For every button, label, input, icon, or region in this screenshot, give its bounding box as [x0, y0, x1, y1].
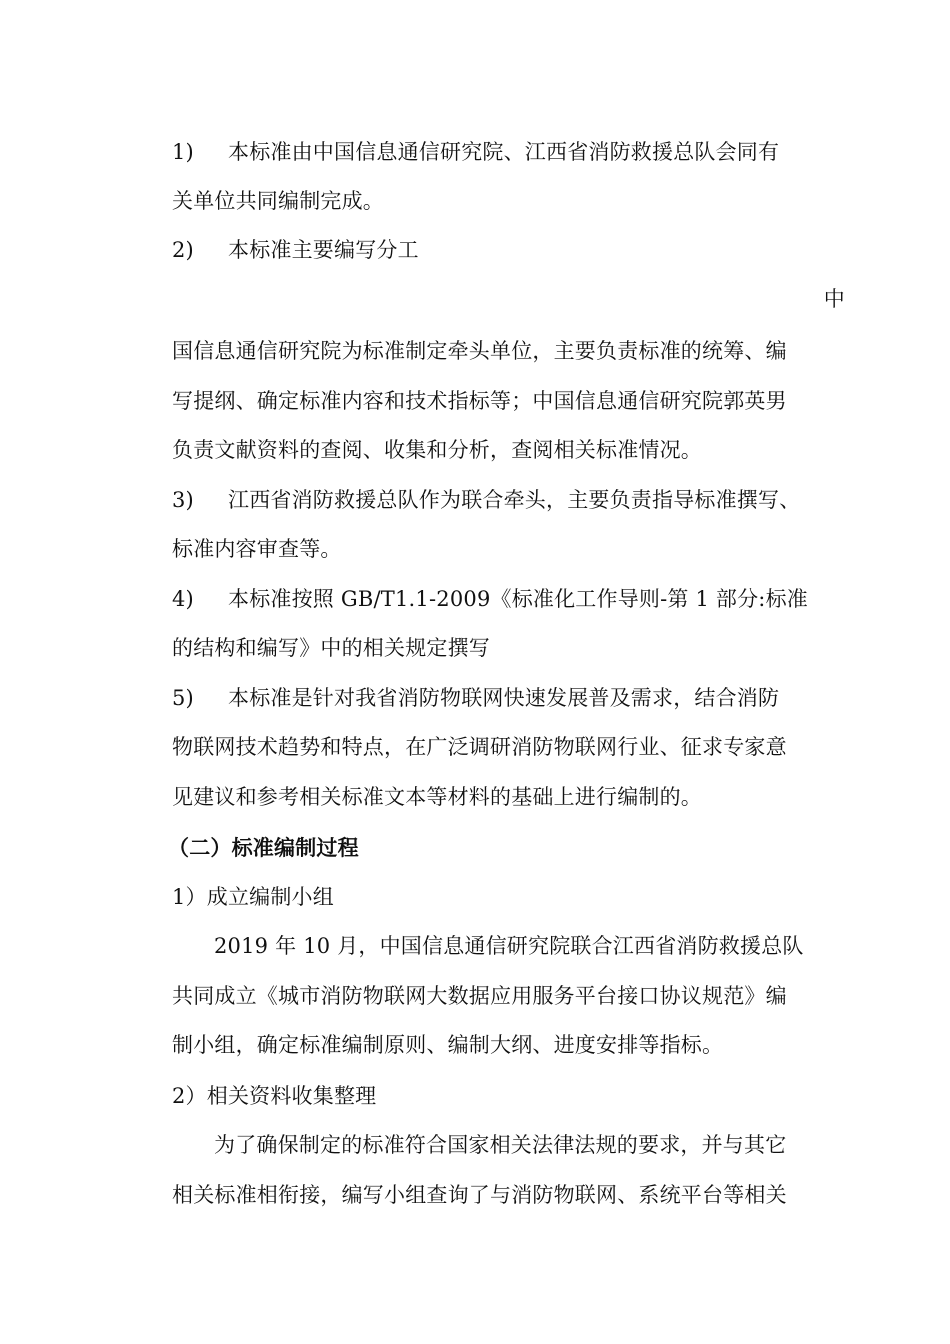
item-1-line-1: 1) 本标准由中国信息通信研究院、江西省消防救援总队会同有	[172, 140, 780, 164]
item-2-orphan-char: 中	[823, 287, 845, 311]
item-5-line-2: 物联网技术趋势和特点，在广泛调研消防物联网行业、征求专家意	[172, 735, 787, 759]
sub1-line-3: 制小组，确定标准编制原则、编制大纲、进度安排等指标。	[172, 1033, 724, 1057]
item-2-detail-line-1: 国信息通信研究院为标准制定牵头单位，主要负责标准的统筹、编	[172, 339, 787, 363]
sub2-title: 2）相关资料收集整理	[172, 1084, 377, 1108]
item-4-line-1: 4) 本标准按照 GB/T1.1-2009《标准化工作导则-第 1 部分:标准	[172, 587, 808, 611]
item-3-line-2: 标准内容审查等。	[172, 537, 342, 561]
sub1-line-2: 共同成立《城市消防物联网大数据应用服务平台接口协议规范》编	[172, 984, 787, 1008]
item-5-line-1: 5) 本标准是针对我省消防物联网快速发展普及需求，结合消防	[172, 686, 780, 710]
sub1-title: 1）成立编制小组	[172, 885, 334, 909]
item-2-line-1: 2) 本标准主要编写分工	[172, 238, 419, 262]
sub2-line-1: 为了确保制定的标准符合国家相关法律法规的要求，并与其它	[214, 1133, 787, 1157]
item-2-detail-line-2: 写提纲、确定标准内容和技术指标等；中国信息通信研究院郭英男	[172, 389, 787, 413]
item-5-line-3: 见建议和参考相关标准文本等材料的基础上进行编制的。	[172, 785, 702, 809]
section-heading: （二）标准编制过程	[168, 836, 359, 860]
item-2-detail-line-3: 负责文献资料的查阅、收集和分析，查阅相关标准情况。	[172, 438, 702, 462]
item-4-line-2: 的结构和编写》中的相关规定撰写	[172, 636, 490, 660]
item-1-line-2: 关单位共同编制完成。	[172, 189, 384, 213]
sub1-line-1: 2019 年 10 月，中国信息通信研究院联合江西省消防救援总队	[214, 934, 804, 958]
sub2-line-2: 相关标准相衔接，编写小组查询了与消防物联网、系统平台等相关	[172, 1183, 787, 1207]
item-3-line-1: 3) 江西省消防救援总队作为联合牵头，主要负责指导标准撰写、	[172, 488, 801, 512]
